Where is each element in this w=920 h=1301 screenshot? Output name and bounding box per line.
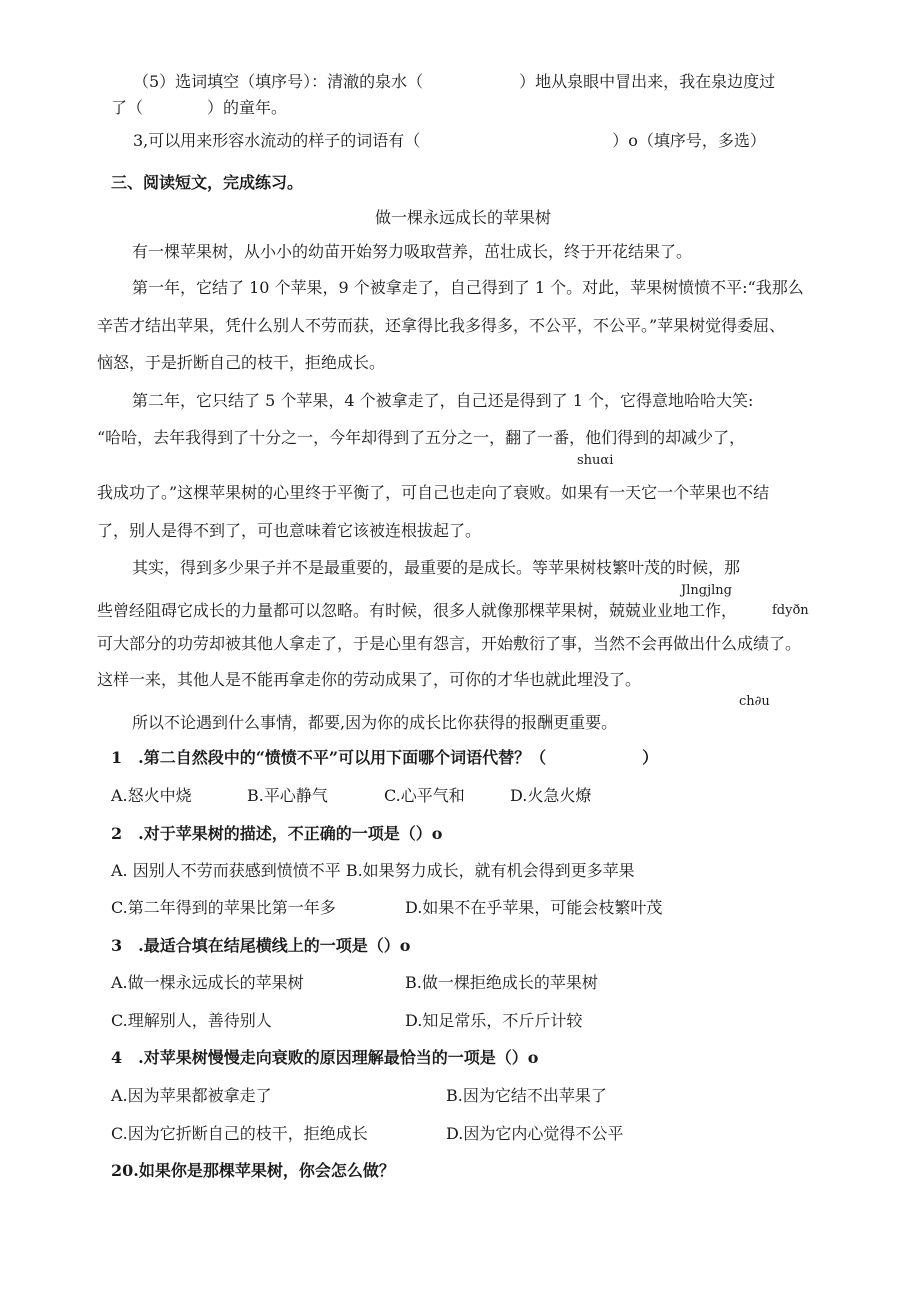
question-1-option-a[interactable]: A.怒火中烧 xyxy=(111,786,192,805)
exercise-q5-line1: （5）选词填空（填序号）：清澈的泉水（ ）地从泉眼中冒出来，我在泉边度过 xyxy=(133,72,776,91)
question-2-option-d[interactable]: D.如果不在乎苹果，可能会枝繁叶茂 xyxy=(405,898,663,917)
question-3-option-b[interactable]: B.做一棵拒绝成长的苹果树 xyxy=(405,973,598,992)
question-1-option-c[interactable]: C.心平气和 xyxy=(384,786,465,805)
passage-p5: 所以不论遇到什么事情，都要,因为你的成长比你获得的报酬更重要。 xyxy=(132,713,618,732)
pinyin-shuai: shuαi xyxy=(577,453,614,468)
passage-p2-line2: 辛苦才结出苹果，凭什么别人不劳而获，还拿得比我多得多，不公平，不公平。”苹果树觉得委屈、 xyxy=(97,316,786,335)
question-1-option-b[interactable]: B.平心静气 xyxy=(247,786,328,805)
question-20-stem: 20.如果你是那棵苹果树，你会怎么做？ xyxy=(111,1161,395,1180)
question-3-stem: 3 .最适合填在结尾横线上的一项是（）o xyxy=(111,936,411,955)
question-2-option-c[interactable]: C.第二年得到的苹果比第一年多 xyxy=(111,898,336,917)
question-4-stem: 4 .对苹果树慢慢走向衰败的原因理解最恰当的一项是（）o xyxy=(111,1048,539,1067)
passage-p4-line1: 其实，得到多少果子并不是最重要的，最重要的是成长。等苹果树枝繁叶茂的时候，那 xyxy=(132,558,741,577)
passage-p2-line3: 恼怒，于是折断自己的枝干，拒绝成长。 xyxy=(97,353,386,372)
question-3-option-a[interactable]: A.做一棵永远成长的苹果树 xyxy=(111,973,304,992)
question-2-option-ab[interactable]: A. 因别人不劳而获感到愤愤不平 B.如果努力成长，就有机会得到更多苹果 xyxy=(111,861,635,880)
section-heading: 三、阅读短文，完成练习。 xyxy=(111,173,304,192)
passage-p4-line2: 些曾经阻碍它成长的力量都可以忽略。有时候，很多人就像那棵苹果树，兢兢业业地工作， xyxy=(97,601,738,620)
passage-p1: 有一棵苹果树，从小小的幼苗开始努力吸取营养，茁壮成长，终于开花结果了。 xyxy=(132,242,693,261)
passage-p3-line2: “哈哈，去年我得到了十分之一，今年却得到了五分之一，翻了一番，他们得到的却减少了， xyxy=(97,428,746,447)
question-2-stem: 2 .对于苹果树的描述，不正确的一项是（）o xyxy=(111,824,443,843)
passage-p4-line3: 可大部分的功劳却被其他人拿走了，于是心里有怨言，开始敷衍了事，当然不会再做出什么成绩了。 xyxy=(97,634,802,653)
pinyin-jingjing: Jlngjlng xyxy=(681,583,732,598)
passage-p3-line1: 第二年，它只结了 5 个苹果，4 个被拿走了，自己还是得到了 1 个，它得意地哈哈大笑: xyxy=(132,391,754,410)
passage-p4-line4: 这样一来，其他人是不能再拿走你的劳动成果了，可你的才华也就此埋没了。 xyxy=(97,670,642,689)
pinyin-chou: ch∂u xyxy=(739,694,770,709)
question-3-option-d[interactable]: D.知足常乐，不斤斤计较 xyxy=(405,1011,583,1030)
question-4-option-d[interactable]: D.因为它内心觉得不公平 xyxy=(446,1124,624,1143)
question-1-option-d[interactable]: D.火急火燎 xyxy=(510,786,592,805)
question-4-option-b[interactable]: B.因为它结不出苹果了 xyxy=(446,1086,607,1105)
pinyin-fuyan: fdyðn xyxy=(772,603,809,618)
passage-p3-line4: 了，别人是得不到了，可也意味着它该被连根拔起了。 xyxy=(97,521,482,540)
passage-p2-line1: 第一年，它结了 10 个苹果，9 个被拿走了，自己得到了 1 个。对此，苹果树愤愤不平:“我那么 xyxy=(132,278,804,297)
exercise-q3: 3,可以用来形容水流动的样子的词语有（ ）o（填序号，多选） xyxy=(133,131,766,150)
question-3-option-c[interactable]: C.理解别人，善待别人 xyxy=(111,1011,272,1030)
question-1-stem: 1 .第二自然段中的“愤愤不平”可以用下面哪个词语代替？（ ） xyxy=(111,748,659,767)
passage-title: 做一棵永远成长的苹果树 xyxy=(375,208,552,227)
question-4-option-c[interactable]: C.因为它折断自己的枝干，拒绝成长 xyxy=(111,1124,368,1143)
exercise-q5-line2: 了（ ）的童年。 xyxy=(111,98,288,117)
passage-p3-line3: 我成功了。”这棵苹果树的心里终于平衡了，可自己也走向了衰败。如果有一天它一个苹果也不结 xyxy=(97,483,770,502)
question-4-option-a[interactable]: A.因为苹果都被拿走了 xyxy=(111,1086,272,1105)
